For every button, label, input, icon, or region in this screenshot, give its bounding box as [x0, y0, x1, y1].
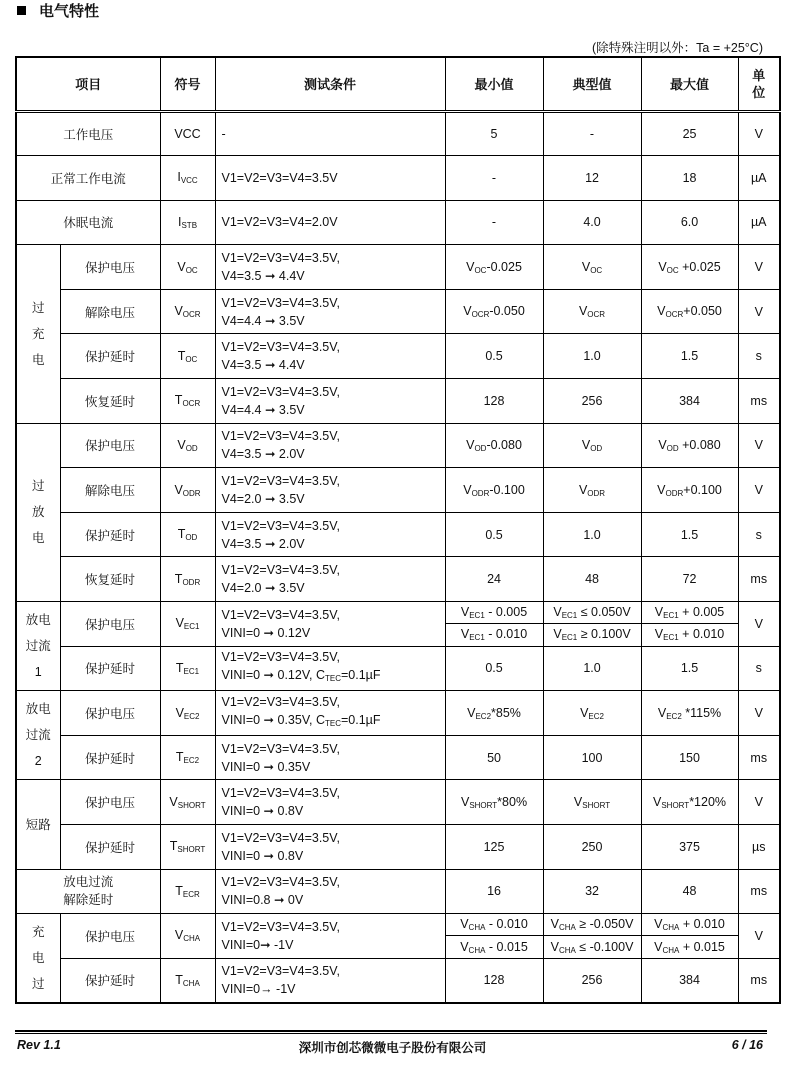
row-item: 保护延时: [60, 512, 160, 557]
row-item: 保护延时: [60, 825, 160, 870]
table-row: [16, 869, 780, 914]
row-typ: 1.0: [543, 334, 641, 379]
row-typ: 1.0: [543, 512, 641, 557]
row-max: 150: [641, 735, 738, 780]
row-unit: µA: [738, 156, 780, 201]
row-symbol: $I_{VCC}$: [160, 156, 215, 201]
header-item: 项目: [16, 57, 160, 111]
row-symbol: $T_{OCR}$: [160, 379, 215, 424]
header-max: 最大值: [641, 57, 738, 111]
row-typ: 32: [543, 869, 641, 914]
row-typ: $V_{OC}$: [543, 245, 641, 290]
row-item: 休眠电流: [16, 200, 160, 245]
row-max: 1.5: [641, 646, 738, 691]
table-row: [16, 200, 780, 245]
row-typ: 4.0: [543, 200, 641, 245]
row-condition: V1=V2=V3=V4=3.5V, V4=3.5 ➞ 4.4V: [215, 245, 445, 290]
row-condition: V1=V2=V3=V4=3.5V, VINI=0 ➞ 0.35V: [215, 735, 445, 780]
row-item: 保护电压: [60, 245, 160, 290]
row-symbol: $I_{STB}$: [160, 200, 215, 245]
row-item: 放电过流 解除延时: [16, 869, 160, 914]
row-typ: -: [543, 111, 641, 156]
row-unit: V: [738, 468, 780, 513]
row-symbol: $T_{OC}$: [160, 334, 215, 379]
row-condition: V1=V2=V3=V4=3.5V, VINI=0→ -1V: [215, 958, 445, 1003]
row-unit: s: [738, 512, 780, 557]
table-row: [16, 245, 780, 290]
row-typ: $V_{SHORT}$: [543, 780, 641, 825]
row-max: 6.0: [641, 200, 738, 245]
row-condition: V1=V2=V3=V4=3.5V, VINI=0 ➞ 0.12V, $C_{TEC}=0.1\mu F$: [215, 646, 445, 691]
row-item: 保护延时: [60, 958, 160, 1003]
row-item: 保护电压: [60, 780, 160, 825]
table-row: [16, 958, 780, 1003]
row-max: $V_{CHA} + 0.010$: [641, 914, 738, 936]
row-typ: $V_{OCR}$: [543, 289, 641, 334]
footer-revision: Rev 1.1: [17, 1038, 61, 1052]
row-min: 0.5: [445, 512, 543, 557]
row-max: 1.5: [641, 334, 738, 379]
row-max: $V_{CHA} + 0.015$: [641, 936, 738, 958]
row-typ: $V_{EC1} \le 0.050V$: [543, 602, 641, 624]
row-min: 0.5: [445, 334, 543, 379]
row-unit: V: [738, 602, 780, 647]
group-short: 短路: [16, 780, 60, 869]
row-condition: V1=V2=V3=V4=3.5V, V4=4.4 ➞ 3.5V: [215, 289, 445, 334]
section-title-text: 电气特性: [39, 2, 100, 20]
table-row: [16, 914, 780, 936]
row-max: 25: [641, 111, 738, 156]
row-symbol: $T_{ECR}$: [160, 869, 215, 914]
row-unit: µs: [738, 825, 780, 870]
row-symbol: $V_{ODR}$: [160, 468, 215, 513]
row-unit: V: [738, 245, 780, 290]
table-row: [16, 825, 780, 870]
row-min: 128: [445, 958, 543, 1003]
row-condition: V1=V2=V3=V4=3.5V, VINI=0 ➞ 0.12V: [215, 602, 445, 647]
row-symbol: $T_{EC2}$: [160, 735, 215, 780]
row-typ: $V_{OD}$: [543, 423, 641, 468]
table-row: [16, 111, 780, 156]
header-typ: 典型值: [543, 57, 641, 111]
condition-note: (除特殊注明以外：Ta = +25°C): [591, 41, 763, 55]
row-item: 保护电压: [60, 602, 160, 647]
row-condition: V1=V2=V3=V4=3.5V, V4=2.0 ➞ 3.5V: [215, 557, 445, 602]
row-item: 保护电压: [60, 914, 160, 959]
row-min: $V_{SHORT}*80\%$: [445, 780, 543, 825]
row-min: $V_{CHA} - 0.015$: [445, 936, 543, 958]
row-item: 工作电压: [16, 111, 160, 156]
row-item: 保护延时: [60, 735, 160, 780]
row-unit: V: [738, 289, 780, 334]
table-row: [16, 691, 780, 736]
row-unit: V: [738, 914, 780, 959]
row-min: -: [445, 200, 543, 245]
row-condition: V1=V2=V3=V4=3.5V, VINI=0➞ -1V: [215, 914, 445, 959]
row-condition: V1=V2=V3=V4=2.0V: [215, 200, 445, 245]
footer-divider-thin: [15, 1033, 767, 1034]
row-min: 16: [445, 869, 543, 914]
row-unit: ms: [738, 869, 780, 914]
row-min: $V_{EC1} - 0.010$: [445, 624, 543, 646]
row-condition: V1=V2=V3=V4=3.5V: [215, 156, 445, 201]
electrical-characteristics-table: [15, 56, 781, 1004]
row-min: $V_{OCR}-0.050$: [445, 289, 543, 334]
row-condition: V1=V2=V3=V4=3.5V, VINI=0 ➞ 0.35V, $C_{TEC}=0.1\mu F$: [215, 691, 445, 736]
row-min: 0.5: [445, 646, 543, 691]
row-min: $V_{OD}-0.080$: [445, 423, 543, 468]
row-condition: V1=V2=V3=V4=3.5V, VINI=0.8 ➞ 0V: [215, 869, 445, 914]
table-row: [16, 468, 780, 513]
row-unit: ms: [738, 958, 780, 1003]
table-row: [16, 735, 780, 780]
row-typ: 256: [543, 958, 641, 1003]
footer-divider: [15, 1030, 767, 1032]
row-symbol: $V_{EC2}$: [160, 691, 215, 736]
footer-company: 深圳市创芯微微电子股份有限公司: [298, 1041, 487, 1055]
row-typ: $V_{EC2}$: [543, 691, 641, 736]
row-symbol: $V_{SHORT}$: [160, 780, 215, 825]
footer-page-number: 6 / 16: [731, 1038, 763, 1052]
row-max: 384: [641, 379, 738, 424]
row-unit: V: [738, 691, 780, 736]
row-max: 48: [641, 869, 738, 914]
row-typ: $V_{EC1} \ge 0.100V$: [543, 624, 641, 646]
square-bullet-icon: [17, 6, 26, 15]
row-symbol: $V_{OD}$: [160, 423, 215, 468]
row-typ: 100: [543, 735, 641, 780]
row-max: $V_{EC2}$ *115%: [641, 691, 738, 736]
row-unit: s: [738, 334, 780, 379]
row-unit: V: [738, 423, 780, 468]
table-row: [16, 646, 780, 691]
header-min: 最小值: [445, 57, 543, 111]
row-unit: s: [738, 646, 780, 691]
row-typ: 250: [543, 825, 641, 870]
row-unit: ms: [738, 735, 780, 780]
row-max: $V_{EC1} + 0.010$: [641, 624, 738, 646]
table-row: [16, 156, 780, 201]
row-min: -: [445, 156, 543, 201]
row-max: $V_{SHORT}*120\%$: [641, 780, 738, 825]
row-max: $V_{OCR}+0.050$: [641, 289, 738, 334]
row-min: 125: [445, 825, 543, 870]
row-condition: V1=V2=V3=V4=3.5V, V4=3.5 ➞ 2.0V: [215, 512, 445, 557]
row-max: $V_{EC1} + 0.005$: [641, 602, 738, 624]
row-symbol: $V_{CHA}$: [160, 914, 215, 959]
row-min: 5: [445, 111, 543, 156]
row-unit: ms: [738, 379, 780, 424]
row-symbol: $T_{SHORT}$: [160, 825, 215, 870]
row-condition: V1=V2=V3=V4=3.5V, V4=3.5 ➞ 4.4V: [215, 334, 445, 379]
group-overdischarge: 过 放 电: [16, 423, 60, 601]
row-unit: V: [738, 780, 780, 825]
group-overcharge: 过 充 电: [16, 245, 60, 423]
row-condition: V1=V2=V3=V4=3.5V, V4=4.4 ➞ 3.5V: [215, 379, 445, 424]
section-title: [17, 0, 99, 20]
row-item: 保护延时: [60, 334, 160, 379]
group-charge-overcurrent: 充 电 过: [16, 914, 60, 1003]
row-max: $V_{OC} +0.025$: [641, 245, 738, 290]
row-symbol: $V_{OCR}$: [160, 289, 215, 334]
table-row: [16, 379, 780, 424]
row-max: 18: [641, 156, 738, 201]
row-item: 正常工作电流: [16, 156, 160, 201]
row-condition: V1=V2=V3=V4=3.5V, V4=2.0 ➞ 3.5V: [215, 468, 445, 513]
group-discharge-overcurrent-1: 放电 过流 1: [16, 602, 60, 691]
row-condition: V1=V2=V3=V4=3.5V, VINI=0 ➞ 0.8V: [215, 780, 445, 825]
table-header-row: [16, 57, 780, 111]
row-symbol: $T_{CHA}$: [160, 958, 215, 1003]
row-typ: $V_{CHA} \le -0.100V$: [543, 936, 641, 958]
row-unit: ms: [738, 557, 780, 602]
row-min: 128: [445, 379, 543, 424]
table-row: [16, 334, 780, 379]
group-discharge-overcurrent-2: 放电 过流 2: [16, 691, 60, 780]
table-row: [16, 289, 780, 334]
row-item: 解除电压: [60, 468, 160, 513]
row-min: 50: [445, 735, 543, 780]
row-max: 72: [641, 557, 738, 602]
row-min: $V_{EC2}*85\%$: [445, 691, 543, 736]
row-item: 保护电压: [60, 691, 160, 736]
table-row: [16, 780, 780, 825]
row-item: 恢复延时: [60, 557, 160, 602]
row-item: 保护延时: [60, 646, 160, 691]
row-min: $V_{CHA} - 0.010$: [445, 914, 543, 936]
table-row: [16, 557, 780, 602]
row-typ: 12: [543, 156, 641, 201]
row-unit: µA: [738, 200, 780, 245]
row-min: $V_{EC1} - 0.005$: [445, 602, 543, 624]
row-max: $V_{OD} +0.080$: [641, 423, 738, 468]
header-symbol: 符号: [160, 57, 215, 111]
row-max: 375: [641, 825, 738, 870]
row-typ: 256: [543, 379, 641, 424]
row-item: 解除电压: [60, 289, 160, 334]
row-min: $V_{ODR}-0.100$: [445, 468, 543, 513]
table-row: [16, 602, 780, 624]
table-row: [16, 512, 780, 557]
row-max: $V_{ODR}+0.100$: [641, 468, 738, 513]
row-condition: V1=V2=V3=V4=3.5V, V4=3.5 ➞ 2.0V: [215, 423, 445, 468]
row-symbol: $T_{EC1}$: [160, 646, 215, 691]
row-max: 1.5: [641, 512, 738, 557]
row-symbol: $V_{EC1}$: [160, 602, 215, 647]
row-condition: -: [215, 111, 445, 156]
header-condition: 测试条件: [215, 57, 445, 111]
row-typ: 1.0: [543, 646, 641, 691]
row-typ: $V_{CHA} \ge -0.050V$: [543, 914, 641, 936]
row-min: $V_{OC}-0.025$: [445, 245, 543, 290]
row-symbol: $T_{OD}$: [160, 512, 215, 557]
row-min: 24: [445, 557, 543, 602]
header-unit: 单位: [738, 57, 780, 111]
row-symbol: $T_{ODR}$: [160, 557, 215, 602]
row-typ: 48: [543, 557, 641, 602]
row-unit: V: [738, 111, 780, 156]
row-item: 恢复延时: [60, 379, 160, 424]
row-typ: $V_{ODR}$: [543, 468, 641, 513]
row-max: 384: [641, 958, 738, 1003]
row-item: 保护电压: [60, 423, 160, 468]
table-row: [16, 423, 780, 468]
row-symbol: VCC: [160, 111, 215, 156]
row-symbol: $V_{OC}$: [160, 245, 215, 290]
row-condition: V1=V2=V3=V4=3.5V, VINI=0 ➞ 0.8V: [215, 825, 445, 870]
